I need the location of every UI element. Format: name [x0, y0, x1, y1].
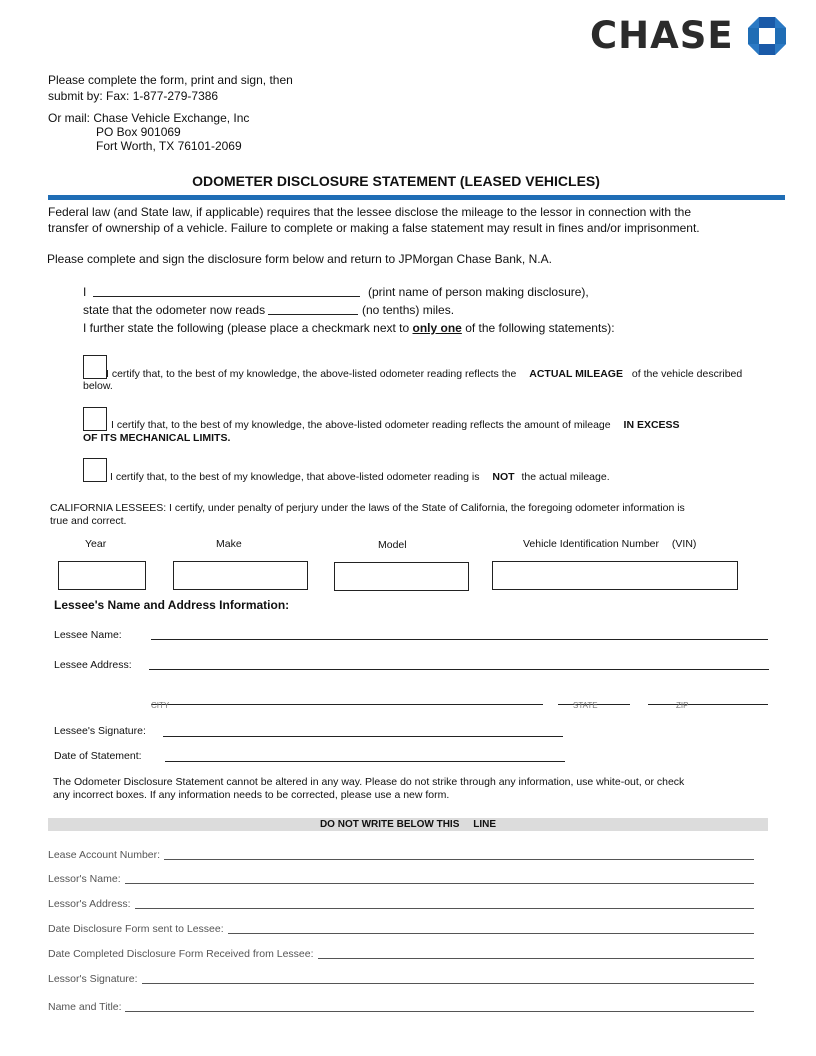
- do-not-write-text: DO NOT WRITE BELOW THIS LINE: [319, 819, 497, 830]
- option2-bold: IN EXCESS: [623, 419, 680, 431]
- lessee-signature-label: Lessee's Signature:: [54, 725, 146, 737]
- city-line[interactable]: [151, 704, 543, 705]
- mail-label: Or mail: Chase Vehicle Exchange, Inc: [48, 111, 250, 125]
- date-sent-label: Date Disclosure Form sent to Lessee:: [48, 923, 224, 935]
- option2-line2: OF ITS MECHANICAL LIMITS.: [83, 432, 231, 444]
- option1-bold: ACTUAL MILEAGE: [529, 368, 623, 380]
- further-state-pre: I further state the following (please place a checkmark next to: [83, 321, 410, 335]
- only-one-emphasis: only one: [412, 321, 462, 335]
- zip-line[interactable]: [648, 704, 768, 705]
- chase-logo-text: CHASE: [590, 14, 734, 57]
- date-received-line[interactable]: [318, 958, 754, 959]
- statement-i: I: [83, 285, 87, 299]
- lessor-name-label: Lessor's Name:: [48, 873, 121, 885]
- return-instructions: Please complete and sign the disclosure form below and return to JPMorgan Chase Bank, N.A.: [47, 252, 552, 266]
- lessor-signature-line[interactable]: [142, 983, 754, 984]
- model-label: Model: [378, 539, 407, 551]
- lessee-name-line[interactable]: [151, 639, 768, 640]
- lessor-address-label: Lessor's Address:: [48, 898, 131, 910]
- lessee-address-label: Lessee Address:: [54, 659, 132, 671]
- notice-line1: The Odometer Disclosure Statement cannot be altered in any way. Please do not strike through any information, use white-out, or check: [53, 776, 685, 788]
- lessor-name-line[interactable]: [125, 883, 754, 884]
- model-input[interactable]: [334, 562, 469, 591]
- option-not-actual: [110, 471, 610, 484]
- option1-post: of the vehicle described: [631, 368, 743, 380]
- year-label: Year: [85, 538, 107, 550]
- lessee-signature-line[interactable]: [163, 736, 563, 737]
- lease-account-line[interactable]: [164, 859, 754, 860]
- print-name-label: (print name of person making disclosure),: [368, 285, 589, 299]
- date-received-label: Date Completed Disclosure Form Received from Lessee:: [48, 948, 314, 960]
- mail-city: Fort Worth, TX 76101-2069: [96, 139, 242, 153]
- date-of-statement-line[interactable]: [165, 761, 565, 762]
- make-input[interactable]: [173, 561, 308, 590]
- option1-line2: below.: [83, 380, 113, 392]
- lessor-signature-label: Lessor's Signature:: [48, 973, 138, 985]
- mail-po-box: PO Box 901069: [96, 125, 181, 139]
- in-excess-checkbox[interactable]: [83, 407, 107, 431]
- city-label: CITY: [151, 701, 170, 710]
- no-tenths-label: (no tenths) miles.: [362, 303, 455, 317]
- chase-octagon-icon: [748, 17, 786, 55]
- vin-input[interactable]: [492, 561, 738, 590]
- option2-pre: I certify that, to the best of my knowledge, the above-listed odometer reading reflects the amount of mileage: [111, 419, 611, 431]
- chase-logo: [590, 16, 790, 56]
- option3-post: the actual mileage.: [521, 471, 610, 483]
- print-name-line[interactable]: [93, 296, 360, 297]
- vin-abbr: (VIN): [671, 538, 697, 550]
- california-line1: CALIFORNIA LESSEES: I certify, under penalty of perjury under the laws of the State of California, the foregoing odometer information is: [50, 502, 685, 514]
- option-in-excess: [111, 419, 680, 432]
- notice-line2: any incorrect boxes. If any information needs to be corrected, please use a new form.: [53, 789, 450, 801]
- lessee-heading: Lessee's Name and Address Information:: [54, 598, 290, 612]
- federal-law-line2: transfer of ownership of a vehicle. Failure to complete or making a false statement may result in fines and/or imprisonment.: [48, 221, 700, 235]
- title-rule: [48, 195, 785, 200]
- federal-law-line1: Federal law (and State law, if applicable) requires that the lessee disclose the mileage to the lessor in connection with the: [48, 205, 692, 219]
- odometer-reads-label: state that the odometer now reads: [83, 303, 266, 317]
- date-sent-line[interactable]: [228, 933, 754, 934]
- year-input[interactable]: [58, 561, 146, 590]
- zip-label: ZIP: [676, 701, 689, 710]
- name-title-label: Name and Title:: [48, 1001, 122, 1013]
- name-title-line[interactable]: [125, 1011, 754, 1012]
- page-title: ODOMETER DISCLOSURE STATEMENT (LEASED VEHICLES): [192, 173, 600, 189]
- lessee-address-line[interactable]: [149, 669, 769, 670]
- option3-bold: NOT: [492, 471, 515, 483]
- state-label: STATE: [573, 701, 598, 710]
- option3-pre: I certify that, to the best of my knowledge, that above-listed odometer reading is: [110, 471, 480, 483]
- option1-pre: I certify that, to the best of my knowledge, the above-listed odometer reading reflects the: [106, 368, 517, 380]
- option-actual-mileage: [106, 368, 742, 381]
- actual-mileage-checkbox[interactable]: [83, 355, 107, 379]
- odometer-reading-line[interactable]: [268, 314, 358, 315]
- instructions-fax: submit by: Fax: 1-877-279-7386: [48, 89, 219, 103]
- make-label: Make: [216, 538, 242, 550]
- vin-label-text: Vehicle Identification Number: [523, 538, 659, 550]
- do-not-write-bar: [48, 818, 768, 831]
- date-of-statement-label: Date of Statement:: [54, 750, 142, 762]
- further-state-post: of the following statements):: [465, 321, 615, 335]
- lease-account-label: Lease Account Number:: [48, 849, 161, 861]
- vin-label: [523, 538, 696, 551]
- further-state-text: [83, 321, 615, 336]
- california-line2: true and correct.: [50, 515, 127, 527]
- not-actual-checkbox[interactable]: [83, 458, 107, 482]
- instructions-line1: Please complete the form, print and sign, then: [48, 73, 293, 87]
- lessor-address-line[interactable]: [135, 908, 754, 909]
- lessee-name-label: Lessee Name:: [54, 629, 122, 641]
